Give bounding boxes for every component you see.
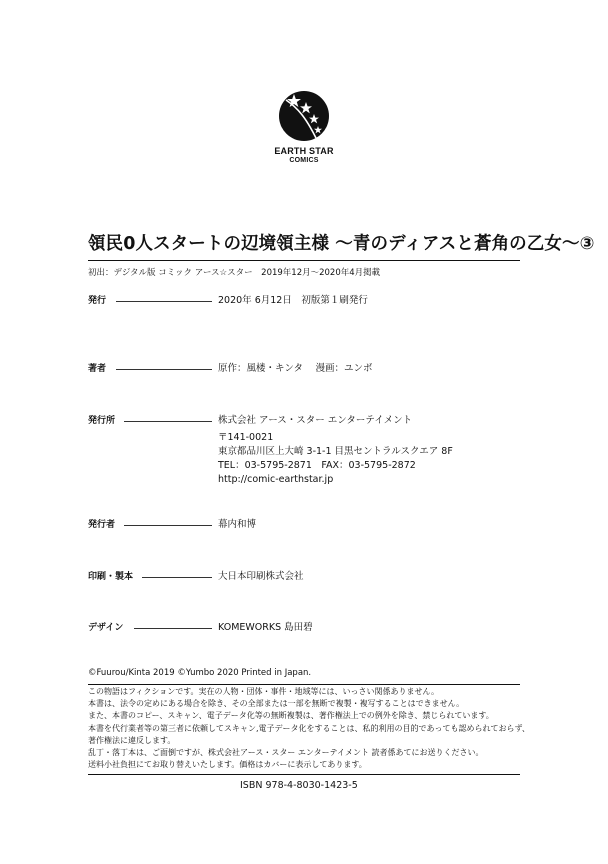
isbn: ISBN 978-4-8030-1423-5 bbox=[240, 780, 358, 791]
earth-star-globe-icon bbox=[276, 88, 332, 144]
printing-label: 印刷・製本 bbox=[88, 572, 134, 582]
publisher-name: 株式会社 アース・スター エンターテイメント bbox=[218, 415, 413, 426]
legal-note: 著作権法に違反します。 bbox=[88, 735, 176, 745]
publisher-address: 東京都品川区上大崎 3-1-1 目黒セントラルスクエア 8F bbox=[218, 446, 453, 457]
issuer-value: 幕内和博 bbox=[218, 519, 257, 530]
authors-value: 原作：風楼・キンタ 漫画：ユンボ bbox=[218, 363, 373, 374]
legal-note: 本書は、法令の定めにある場合を除き、その全部または一部を無断で複製・複写することはできません。 bbox=[88, 699, 465, 709]
isbn-divider bbox=[88, 774, 520, 775]
design-label: デザイン bbox=[88, 623, 124, 633]
issuer-label: 発行者 bbox=[88, 520, 116, 530]
leader-line bbox=[124, 421, 212, 422]
legal-note: また、本書のコピー、スキャン、電子データ化等の無断複製は、著作権法上での例外を除き、禁じられています。 bbox=[88, 711, 494, 721]
authors-label: 著者 bbox=[88, 364, 107, 374]
book-title: 領民0人スタートの辺境領主様 ～青のディアスと蒼角の乙女～③ bbox=[88, 234, 595, 254]
printing-value: 大日本印刷株式会社 bbox=[218, 571, 304, 582]
design-value: KOMEWORKS 島田碧 bbox=[218, 622, 313, 633]
publisher-logo bbox=[268, 88, 340, 178]
leader-line bbox=[116, 369, 212, 370]
issue-date: 2020年 6月12日 初版第１刷発行 bbox=[218, 295, 368, 306]
legal-note: 本書を代行業者等の第三者に依頼してスキャン,電子データ化をすることは、私的利用の目的であっても認められておらず、 bbox=[88, 723, 530, 733]
first-publication-note: 初出：デジタル版 コミック アース☆スター 2019年12月～2020年4月掲載 bbox=[88, 268, 381, 278]
issue-label: 発行 bbox=[88, 296, 107, 306]
leader-line bbox=[116, 301, 212, 302]
leader-line bbox=[134, 628, 212, 629]
logo-text-line1: EARTH STAR bbox=[274, 146, 334, 156]
publisher-url[interactable]: http://comic-earthstar.jp bbox=[218, 474, 334, 485]
notes-divider bbox=[88, 684, 520, 685]
legal-note: 乱丁・落丁本は、ご面倒ですが、株式会社アース・スター エンターテイメント 読者係あてにお送りください。 bbox=[88, 748, 484, 758]
legal-notes bbox=[88, 686, 528, 771]
copyright-line: ©Fuurou/Kinta 2019 ©Yumbo 2020 Printed in Japan. bbox=[88, 668, 312, 678]
publisher-label: 発行所 bbox=[88, 416, 116, 426]
logo-text-line2: COMICS bbox=[289, 157, 319, 164]
publisher-postal-code: 〒141-0021 bbox=[218, 432, 274, 443]
title-divider bbox=[88, 260, 520, 261]
leader-line bbox=[142, 577, 212, 578]
publisher-tel-fax: TEL：03-5795-2871 FAX：03-5795-2872 bbox=[218, 460, 416, 471]
legal-note: この物語はフィクションです。実在の人物・団体・事件・地域等には、いっさい関係ありません。 bbox=[88, 687, 440, 696]
leader-line bbox=[124, 525, 212, 526]
legal-note: 送料小社負担にてお取り替えいたします。価格はカバーに表示してあります。 bbox=[88, 760, 367, 770]
